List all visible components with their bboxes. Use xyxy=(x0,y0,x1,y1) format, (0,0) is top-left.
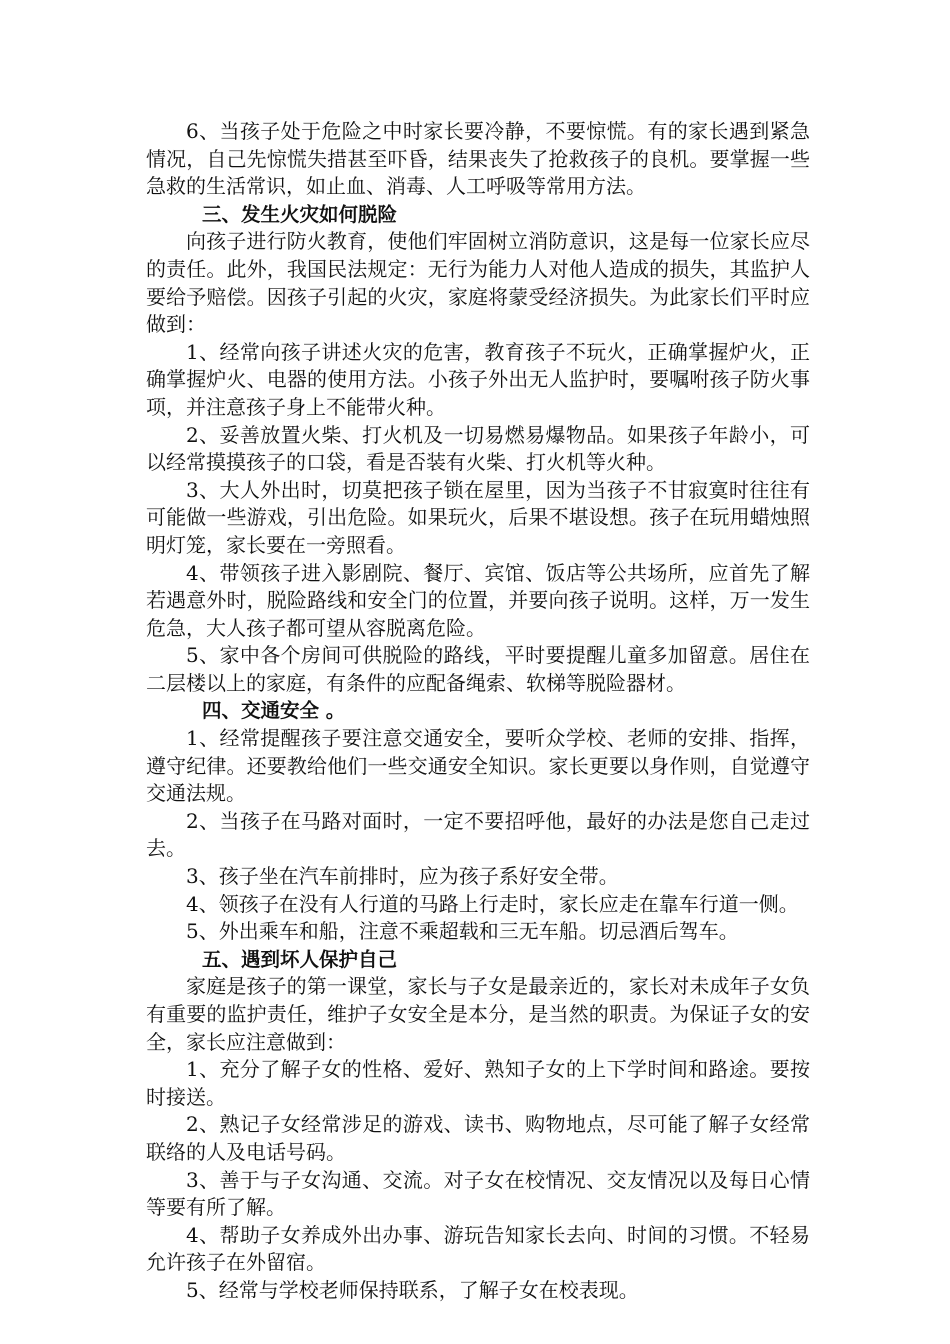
paragraph-fire-intro: 向孩子进行防火教育，使他们牢固树立消防意识，这是每一位家长应尽的责任。此外，我国民法规定：无行为能力人对他人造成的损失，其监护人要给予赔偿。因孩子引起的火灾，家庭将蒙受经济损失。为此家长们平时应做到： xyxy=(146,229,810,337)
paragraph-safety-5: 5、经常与学校老师保持联系，了解子女在校表现。 xyxy=(186,1277,639,1302)
paragraph-traffic-3: 3、孩子坐在汽车前排时，应为孩子系好安全带。 xyxy=(186,864,619,889)
paragraph-traffic-4: 4、领孩子在没有人行道的马路上行走时，家长应走在靠车行道一侧。 xyxy=(186,891,799,916)
paragraph-safety-1: 1、充分了解子女的性格、爱好、熟知子女的上下学时间和路途。要按时接送。 xyxy=(146,1057,810,1109)
section-heading-bad-people: 五、遇到坏人保护自己 xyxy=(202,947,398,971)
paragraph-fire-3: 3、大人外出时，切莫把孩子锁在屋里，因为当孩子不甘寂寞时往往有可能做一些游戏，引出危险。如果玩火，后果不堪设想。孩子在玩用蜡烛照明灯笼，家长要在一旁照看。 xyxy=(146,477,810,557)
paragraph-fire-2: 2、妥善放置火柴、打火机及一切易燃易爆物品。如果孩子年龄小，可以经常摸摸孩子的口袋，看是否装有火柴、打火机等火种。 xyxy=(146,422,810,475)
paragraph-emergency-calm: 6、当孩子处于危险之中时家长要冷静，不要惊慌。有的家长遇到紧急情况，自己先惊慌失措甚至吓昏，结果丧失了抢救孩子的良机。要掌握一些急救的生活常识，如止血、消毒、人工呼吸等常用方法。 xyxy=(146,119,810,199)
paragraph-traffic-1: 1、经常提醒孩子要注意交通安全，要听众学校、老师的安排、指挥，遵守纪律。还要教给他们一些交通安全知识。家长更要以身作则，自觉遵守交通法规。 xyxy=(146,726,810,806)
paragraph-safety-2: 2、熟记子女经常涉足的游戏、读书、购物地点，尽可能了解子女经常联络的人及电话号码。 xyxy=(146,1112,810,1164)
paragraph-traffic-2: 2、当孩子在马路对面时，一定不要招呼他，最好的办法是您自己走过去。 xyxy=(146,808,810,861)
paragraph-fire-4: 4、带领孩子进入影剧院、餐厅、宾馆、饭店等公共场所，应首先了解若遇意外时，脱险路线和安全门的位置，并要向孩子说明。这样，万一发生危急，大人孩子都可望从容脱离危险。 xyxy=(146,560,810,640)
paragraph-fire-1: 1、经常向孩子讲述火灾的危害，教育孩子不玩火，正确掌握炉火，正确掌握炉火、电器的使用方法。小孩子外出无人监护时，要嘱咐孩子防火事项，并注意孩子身上不能带火种。 xyxy=(146,339,810,419)
section-heading-traffic: 四、交通安全 。 xyxy=(202,699,346,723)
paragraph-safety-4: 4、帮助子女养成外出办事、游玩告知家长去向、时间的习惯。不轻易允许孩子在外留宿。 xyxy=(146,1222,810,1275)
paragraph-traffic-5: 5、外出乘车和船，注意不乘超载和三无车船。切忌酒后驾车。 xyxy=(186,919,739,944)
section-heading-fire: 三、发生火灾如何脱险 xyxy=(202,202,398,226)
paragraph-safety-intro: 家庭是孩子的第一课堂，家长与子女是最亲近的，家长对未成年子女负有重要的监护责任，维护子女安全是本分，是当然的职责。为保证子女的安全，家长应注意做到： xyxy=(146,974,810,1054)
paragraph-fire-5: 5、家中各个房间可供脱险的路线，平时要提醒儿童多加留意。居住在二层楼以上的家庭，有条件的应配备绳索、软梯等脱险器材。 xyxy=(146,643,810,695)
paragraph-safety-3: 3、善于与子女沟通、交流。对子女在校情况、交友情况以及每日心情等要有所了解。 xyxy=(146,1167,810,1220)
document-page xyxy=(146,118,810,1305)
